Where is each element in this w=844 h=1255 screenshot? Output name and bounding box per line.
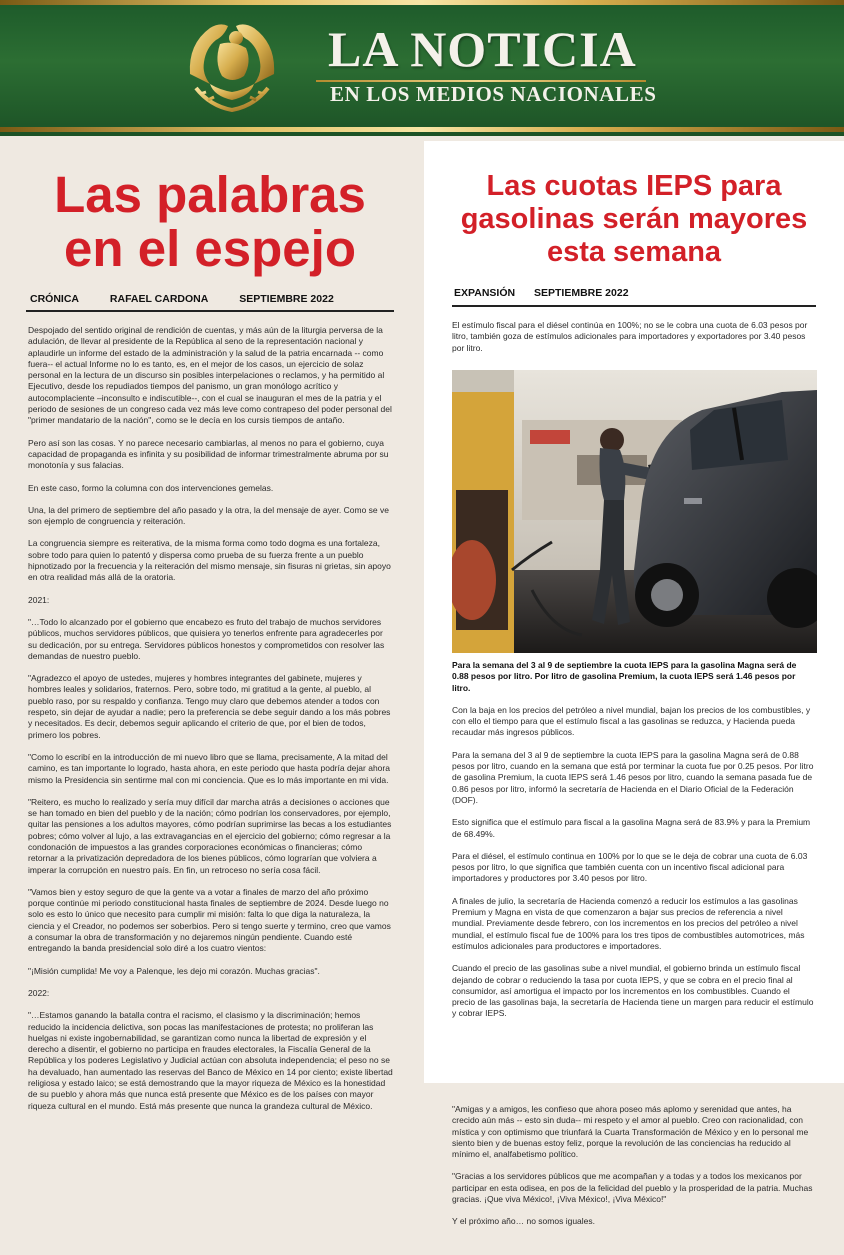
intro-paragraph: El estímulo fiscal para el diésel continúa en 100%; no se le cobra una cuota de 6.03 pesos por litro, también goza de estímulos adicionales para importadores y exportadores por 3.40 pesos por litro. xyxy=(452,320,808,353)
article-paragraph: Una, la del primero de septiembre del año pasado y la otra, la del mensaje de ayer. Como se ve son ejemplo de congruencia y reiteración. xyxy=(28,504,389,527)
byline-section: CRÓNICA xyxy=(30,293,79,305)
article-paragraph: La congruencia siempre es reiterativa, de la misma forma como todo dogma es una fortaleza, sobre todo para quien lo patentó y dispersa como prueba de su fuerza frente a un pueblo hipnotizado por la frecuencia y la reiteración del mismo mensaje, sin fisuras ni grietas, sin apoyo en otra realidad más allá de la oratoria. xyxy=(28,538,391,583)
right-article-headline: Las cuotas IEPS para gasolinas serán mayores esta semana xyxy=(460,170,808,268)
byline-date: SEPTIEMBRE 2022 xyxy=(534,287,629,299)
article-paragraph: "…Todo lo alcanzado por el gobierno que encabezo es fruto del trabajo de muchos servidores públicos, muchos servidores públicos, que quisiera yo tenerlos enfrente para agradecerles por su dedicación, por su entrega. Servidores públicos honestos y comprometidos con resolver las demandas de nuestro pueblo. xyxy=(28,616,385,661)
article-paragraph: Cuando el precio de las gasolinas sube a nivel mundial, el gobierno brinda un estímulo fiscal dejando de cobrar o reduciendo la tasa por cuota IEPS, y que se cobra en el precio final al consumidor, así amortigua el impacto por los incrementos en los combustibles. Cuando el precio de las gasolinas baja, la secretaría de Hacienda tiene un margen para reducir el estímulo y cobrar IEPS. xyxy=(452,963,814,1019)
article-paragraph: En este caso, formo la columna con dos intervenciones gemelas. xyxy=(28,482,274,493)
article-paragraph: "Gracias a los servidores públicos que me acompañan y a todas y a todos los mexicanos por participar en esta odisea, en pos de la felicidad del pueblo y la prosperidad de la patria. Muchas gracias. ¡Que viva México!, ¡Viva México!, ¡Viva México!" xyxy=(452,1171,813,1205)
byline-author: RAFAEL CARDONA xyxy=(109,293,209,305)
gas-station-photo-icon xyxy=(452,370,817,653)
mexican-eagle-emblem-icon xyxy=(180,14,284,116)
article-paragraph: Despojado del sentido original de rendición de cuentas, y más aún de la liturgia perversa de la adulación, de llevar al presidente de la República al seno de la representación nacional y aplaudirle un informe del estado de la administración y la salud de la patria encarnada -- como fuera-- el actual Informe no lo es tanto, es, en el mejor de los casos, un ejercicio de solaz personal en la lectura de un discurso sin posibles interpelaciones o reclamos, y ha permitido al Ejecutivo, desde los repudiados tiempos del panismo, un gran monólogo acrítico y autocomplaciente –inconsulto e indiscutible--, con el cual se inauguran el mes de la patria y el periodo de sesiones de un congreso cada vez más leve como contrapeso del poder personal del "primer mandatario de la nación", como se le decía en los cursis tiempos de antaño. xyxy=(28,325,392,426)
article-paragraph: Esto significa que el estímulo para fiscal a la gasolina Magna será de 83.9% y para la Premium de 68.49%. xyxy=(452,817,811,839)
article-paragraph: 2022: xyxy=(28,987,50,998)
article-paragraph: Para la semana del 3 al 9 de septiembre la cuota IEPS para la gasolina Magna será de 0.88 pesos por litro. Por litro de gasolina Premium, la cuota IEPS será 1.46 pesos por litro. xyxy=(452,660,797,693)
left-article-headline: Las palabras en el espejo xyxy=(54,166,366,277)
article-paragraph: Para el diésel, el estímulo continua en 100% por lo que se le deja de cobrar una cuota de 6.03 pesos por litro, lo que significa que también cuenta con un incentivo fiscal adicional para importadores y productores por 3.40 pesos por litro. xyxy=(452,850,808,884)
article-paragraph: 2021: xyxy=(28,594,50,605)
left-article-byline xyxy=(30,293,362,305)
right-article-intro xyxy=(452,320,814,365)
left-article-body xyxy=(28,325,394,1123)
byline-date: SEPTIEMBRE 2022 xyxy=(239,293,334,305)
article-paragraph: Para la semana del 3 al 9 de septiembre la cuota IEPS para la gasolina Magna será de 0.88 pesos por litro, cuando en la semana que está por terminar la cuota fue por 0.25 pesos. Por litro de gasolina Premium, la cuota IEPS será 1.46 pesos por litro, cuando la semana pasada fue de 0.86 pesos por litro, informó la secretaría de Hacienda en el Diario Oficial de la Federación (DOF). xyxy=(452,749,814,805)
right-article-byline xyxy=(454,287,657,299)
article-paragraph: A finales de julio, la secretaría de Hacienda comenzó a reducir los estímulos a las gasolinas Premium y Magna en vista de que comenzaron a bajar sus precios de referencia a nivel mundial. Previamente desde febrero, con los incrementos en los precios del petróleo a nivel mundial, el estímulo fiscal fue de 100% para los tres tipos de combustibles automotrices, más estímulos adicionales para productores e importadores. xyxy=(452,895,805,951)
right-article-body xyxy=(452,660,814,1031)
article-paragraph: "Vamos bien y estoy seguro de que la gente va a votar a finales de marzo del año próximo porque continúe mi periodo constitucional hasta finales de septiembre de 2024. Desde luego no solo es esto lo único que necesito para cumplir mi misión: falta lo que diga la naturaleza, la ciencia y el Creador, no podemos ser soberbios. Pero si tengo suerte y termino, creo que vamos a consumar la obra de transformación y no dejaremos ningún pendiente. Cuando esté entregando la banda presidencial solo diré a los cuatro vientos: xyxy=(28,886,391,954)
masthead xyxy=(0,0,844,136)
article-paragraph: "Reitero, es mucho lo realizado y sería muy difícil dar marcha atrás a decisiones o acciones que se han tomado en bien del pueblo y de la nación; cómo podrían los conservadores, por ejemplo, quitar las pensiones a los adultos mayores, cómo podrían suprimirse las becas a los estudiantes pobres; cómo volver al lujo, a las extravagancias en el ejercicio del gobierno; cómo regresar a la condonación de impuestos a las grandes corporaciones económicas o financieras; cómo retornar a la privatización depredadora de los bienes públicos, cómo lograrían que volviera a imperar la corrupción en nuestro país. En fin, un retroceso no sería cosa fácil. xyxy=(28,796,392,875)
right-byline-rule xyxy=(452,305,816,307)
masthead-title: LA NOTICIA xyxy=(328,21,637,77)
left-article-continuation xyxy=(452,1104,814,1239)
byline-source: EXPANSIÓN xyxy=(454,287,516,299)
article-paragraph: Con la baja en los precios del petróleo a nivel mundial, bajan los precios de los combustibles, y con ello el tiempo para que el estímulo fiscal a las gasolinas se reduzca, y Hacienda pueda recaudar más ingresos públicos. xyxy=(452,704,811,738)
masthead-bottom-border xyxy=(0,127,844,132)
masthead-subtitle: EN LOS MEDIOS NACIONALES xyxy=(330,82,657,106)
article-paragraph: "…Estamos ganando la batalla contra el racismo, el clasismo y la discriminación; hemos reducido la incidencia delictiva, son pocas las manifestaciones de protesta; no proliferan las huelgas ni existe ingobernabilidad, se garantizan como nunca la libertad de expresión y el derecho a disentir, el gobierno no participa en fraudes electorales, la Fiscalía General de la República y los poderes Legislativo y Judicial actúan con absoluta independencia; el peso no se ha devaluado, han aumentado las reservas del Banco de México en 14 por ciento; existe libertad religiosa y estado laico; se está demostrando que la mayor riqueza de México es la honestidad de su pueblo y ahora más que nunca está presente que México es de los países con mayor riqueza cultural en el mundo. Está más presente que nunca la grandeza cultural de México. xyxy=(28,1010,393,1111)
article-paragraph: "Amigas y a amigos, les confieso que ahora poseo más aplomo y serenidad que antes, ha crecido aún más -- esto sin duda-- mi respeto y el amor al pueblo. Creo con racionalidad, con mística y con optimismo que triunfará la Cuarta Transformación de México y en lo personal me siento bien y de buenas estoy feliz, porque la revolución de las conciencias ha reducido al mínimo el, analfabetismo político. xyxy=(452,1104,809,1160)
article-paragraph: Y el próximo año… no somos iguales. xyxy=(452,1216,596,1227)
article-paragraph: Pero así son las cosas. Y no parece necesario cambiarlas, al menos no para el gobierno, cuya capacidad de propaganda es infinita y su posibilidad de informar trimestralmente abruma por su monotonía y sus falacias. xyxy=(28,437,389,471)
masthead-top-border xyxy=(0,0,844,5)
article-paragraph: "Como lo escribí en la introducción de mi nuevo libro que se llama, precisamente, A la mitad del camino, es tan importante lo logrado, hasta ahora, en este periodo que hasta podría dejar ahora mismo la Presidencia sin sentirme mal con mi conciencia. Que es lo más importante en mi vida. xyxy=(28,751,390,785)
article-paragraph: "¡Misión cumplida! Me voy a Palenque, les dejo mi corazón. Muchas gracias". xyxy=(28,965,320,976)
left-byline-rule xyxy=(26,310,394,312)
article-paragraph: "Agradezco el apoyo de ustedes, mujeres y hombres integrantes del gabinete, mujeres y hombres leales y solidarios, fraternos. Pero, sobre todo, mi gratitud a la gente, al pueblo, al pueblo raso, por su respaldo y confianza. Tengo muy claro que debemos atender a todos con respeto, sin dejar de ayudar a nadie; pero la preferencia se debe seguir dando a los más pobres y necesitados. Es decir, debemos seguir aplicando el criterio de que, por el bien de todos, primero los pobres. xyxy=(28,673,391,740)
